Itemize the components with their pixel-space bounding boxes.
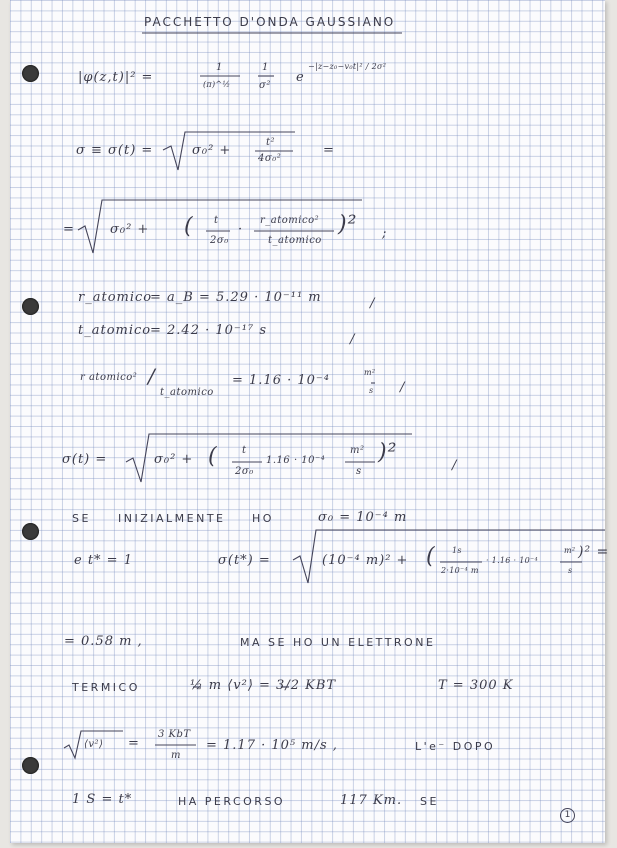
const3-unit-num: m² (364, 368, 376, 377)
eq1-frac2-den: σ² (259, 80, 271, 91)
eq5-frac-num: 1s (452, 546, 462, 555)
eq3-paren-open: ( (184, 214, 194, 239)
eq4-t-den: 2σ₀ (235, 466, 254, 477)
const1-tail: / (370, 296, 376, 311)
eq1-frac2-num: 1 (262, 62, 269, 73)
eq5-paren-close: )² = (578, 544, 610, 560)
eq5-unit-num: m² (564, 546, 576, 555)
eq3-paren-close: )² (338, 212, 358, 237)
page-title: PACCHETTO D'ONDA GAUSSIANO (144, 15, 396, 29)
const3-value: = 1.16 · 10⁻⁴ (232, 373, 330, 388)
eq4-unit-num: m² (350, 445, 365, 456)
eq6-root: ⟨v²⟩ (84, 739, 104, 750)
eq4-lhs: σ(t) = (62, 452, 108, 467)
eq6-result: = 1.17 · 10⁵ m/s , (206, 738, 338, 753)
const1-label: r_atomico (78, 290, 153, 305)
eq6-tail: L'e⁻ DOPO (415, 740, 496, 753)
const3-label-den: t_atomico (160, 387, 214, 398)
eq3-t-num: t (214, 215, 219, 226)
inizialmente-word: INIZIALMENTE (118, 512, 226, 525)
eq6-frac-den: m (171, 750, 181, 761)
eq4-paren-close: )² (378, 440, 398, 465)
eq1-frac1-den: (π)^½ (203, 80, 231, 89)
se-word: SE (72, 512, 91, 525)
eq2-lhs: σ ≡ σ(t) = (76, 143, 154, 158)
eq5-mid: · 1.16 · 10⁻⁴ (486, 556, 539, 565)
const2-value: = 2.42 · 10⁻¹⁷ s (150, 323, 267, 338)
eq1-lhs: |φ(z,t)|² = (78, 70, 154, 85)
eq3-sqrt-term: σ₀² + (110, 222, 150, 237)
binder-hole (22, 523, 39, 540)
eq6-frac-num: 3 KbT (158, 729, 191, 740)
eq5-p1: (10⁻⁴ m)² + (322, 553, 409, 568)
eq1-exponent: −|z−z₀−v₀t|² / 2σ² (308, 62, 387, 71)
eq6-eq: = (128, 736, 140, 751)
eq1-frac1-num: 1 (216, 62, 223, 73)
eq3-lead: = (63, 222, 75, 237)
const3-tail: / (400, 380, 406, 395)
const1-value: = a_B = 5.29 · 10⁻¹¹ m (150, 290, 322, 305)
ho-word: HO (252, 512, 274, 525)
binder-hole (22, 757, 39, 774)
eq3-dot: · (238, 222, 244, 237)
eq2-sqrt-term: σ₀² + (192, 143, 232, 158)
const2-label: t_atomico (78, 323, 152, 338)
energy-equation: ½ m ⟨v²⟩ = 3/2 KBT (190, 678, 337, 693)
eq2-frac-den: 4σ₀² (258, 153, 282, 164)
eq4-t-num: t (242, 445, 247, 456)
eq3-r-num: r_atomico² (260, 215, 320, 226)
const2-tail: / (350, 332, 356, 347)
binder-hole (22, 65, 39, 82)
sigma0-value: σ₀ = 10⁻⁴ m (318, 510, 408, 525)
eq5-frac-den: 2·10⁻⁴ m (441, 566, 479, 575)
eq5-unit-den: s (568, 566, 573, 575)
eq4-sqrt-term: σ₀² + (154, 452, 194, 467)
eq3-t-den: 2σ₀ (210, 235, 229, 246)
eq4-mid: 1.16 · 10⁻⁴ (266, 455, 326, 466)
notebook-page (10, 0, 605, 843)
distance-value: 117 Km. (340, 793, 403, 808)
eq4-unit-den: s (356, 466, 362, 477)
result-value: = 0.58 m , (64, 634, 143, 649)
time-value: 1 S = t* (72, 792, 133, 807)
eq5-lhs: σ(t*) = (218, 553, 271, 568)
electron-sentence: MA SE HO UN ELETTRONE (240, 636, 436, 649)
eq3-tail: ; (382, 226, 388, 241)
const3-unit-den: s (369, 386, 374, 395)
const3-slash: / (148, 364, 156, 388)
eq4-tail: / (452, 458, 458, 473)
const3-label-num: r atomico² (80, 372, 138, 383)
eq3-r-den: t_atomico (268, 235, 322, 246)
eq2-frac-num: t² (266, 137, 276, 148)
eq4-paren-open: ( (208, 444, 218, 469)
temperature-value: T = 300 K (438, 678, 514, 693)
percorso-word: HA PERCORSO (178, 795, 286, 808)
eq1-exp-base: e (296, 70, 305, 85)
page-number: 1 (560, 808, 575, 823)
se-word-end: SE (420, 795, 439, 808)
termico-word: TERMICO (72, 681, 140, 694)
eq5-lead: e t* = 1 (74, 553, 133, 568)
eq2-tail: = (323, 143, 335, 158)
binder-hole (22, 298, 39, 315)
eq5-paren-open: ( (426, 544, 436, 569)
